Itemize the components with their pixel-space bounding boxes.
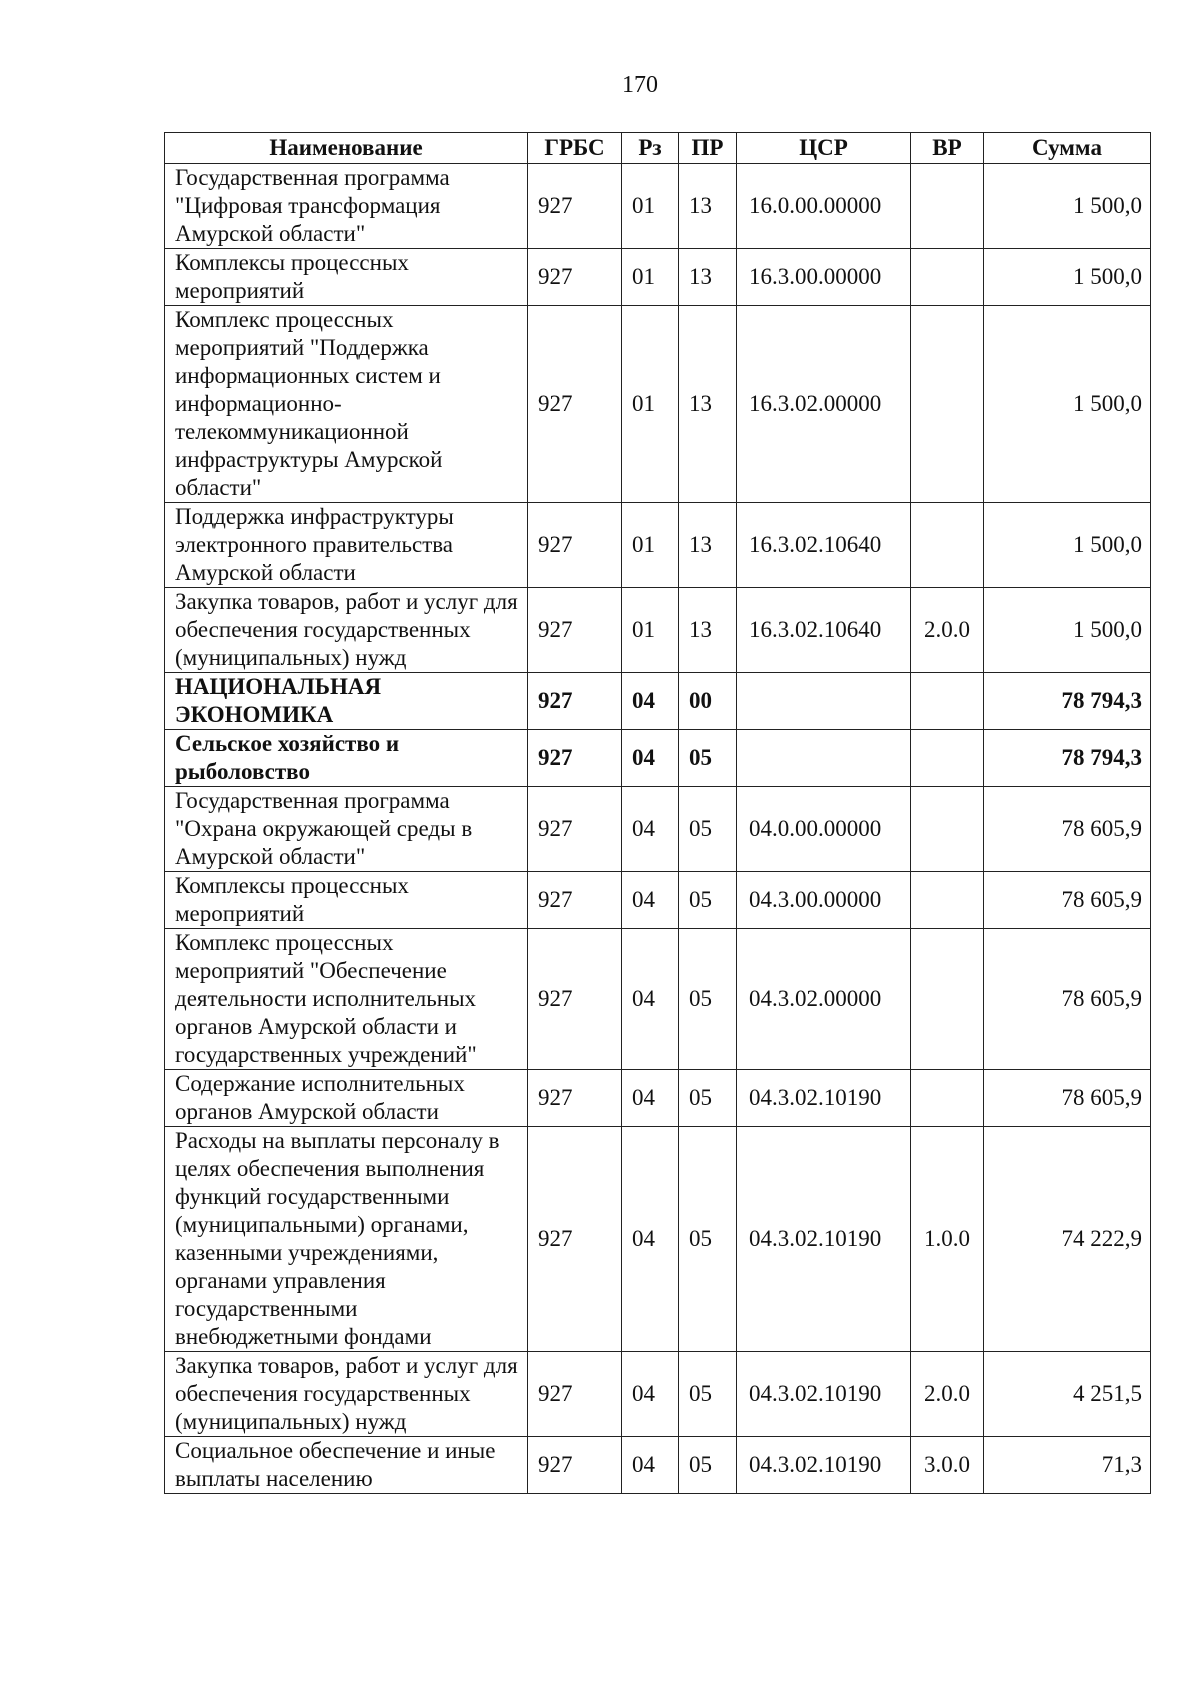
table-row xyxy=(165,1437,1151,1494)
row-csr xyxy=(737,730,911,787)
table-row xyxy=(165,872,1151,929)
row-sum: 78 605,9 xyxy=(984,872,1151,929)
row-vr xyxy=(911,503,984,588)
row-pr: 05 xyxy=(679,929,737,1070)
row-csr: 16.3.02.00000 xyxy=(737,306,911,503)
row-vr xyxy=(911,673,984,730)
row-rz: 01 xyxy=(622,503,679,588)
header-vr: ВР xyxy=(911,133,984,164)
row-rz: 04 xyxy=(622,872,679,929)
row-rz: 04 xyxy=(622,1127,679,1352)
row-grbs: 927 xyxy=(528,1437,622,1494)
row-csr: 16.0.00.00000 xyxy=(737,164,911,249)
row-sum: 78 605,9 xyxy=(984,1070,1151,1127)
row-sum: 71,3 xyxy=(984,1437,1151,1494)
row-vr: 3.0.0 xyxy=(911,1437,984,1494)
row-name: Комплекс процессных мероприятий "Поддержка информационных систем и информационно-телекоммуникационной инфраструктуры Амурской области" xyxy=(165,306,528,503)
row-sum: 1 500,0 xyxy=(984,306,1151,503)
row-name: Содержание исполнительных органов Амурской области xyxy=(165,1070,528,1127)
row-pr: 05 xyxy=(679,787,737,872)
table-row xyxy=(165,164,1151,249)
row-rz: 01 xyxy=(622,588,679,673)
row-sum: 78 605,9 xyxy=(984,787,1151,872)
row-rz: 01 xyxy=(622,306,679,503)
row-grbs: 927 xyxy=(528,306,622,503)
row-name: Закупка товаров, работ и услуг для обеспечения государственных (муниципальных) нужд xyxy=(165,588,528,673)
row-vr xyxy=(911,1070,984,1127)
row-rz: 04 xyxy=(622,673,679,730)
row-csr: 04.3.02.10190 xyxy=(737,1352,911,1437)
row-vr xyxy=(911,164,984,249)
row-pr: 05 xyxy=(679,872,737,929)
row-csr: 04.3.00.00000 xyxy=(737,872,911,929)
row-vr xyxy=(911,730,984,787)
header-grbs: ГРБС xyxy=(528,133,622,164)
row-csr xyxy=(737,673,911,730)
row-csr: 16.3.00.00000 xyxy=(737,249,911,306)
row-name: Комплексы процессных мероприятий xyxy=(165,872,528,929)
row-grbs: 927 xyxy=(528,164,622,249)
row-name: Сельское хозяйство и рыболовство xyxy=(165,730,528,787)
row-name: Поддержка инфраструктуры электронного правительства Амурской области xyxy=(165,503,528,588)
row-name: Социальное обеспечение и иные выплаты населению xyxy=(165,1437,528,1494)
row-name: Комплекс процессных мероприятий "Обеспечение деятельности исполнительных органов Амурской области и государственных учреждений" xyxy=(165,929,528,1070)
table-row-section xyxy=(165,673,1151,730)
row-rz: 01 xyxy=(622,249,679,306)
row-vr xyxy=(911,872,984,929)
row-csr: 16.3.02.10640 xyxy=(737,503,911,588)
row-name: Государственная программа "Охрана окружающей среды в Амурской области" xyxy=(165,787,528,872)
row-pr: 13 xyxy=(679,588,737,673)
table-row xyxy=(165,1070,1151,1127)
table-row xyxy=(165,929,1151,1070)
row-pr: 05 xyxy=(679,730,737,787)
row-name: Расходы на выплаты персоналу в целях обеспечения выполнения функций государственными (муниципальными) органами, казенными учреждениями, органами управления государственными внебюджетными фондами xyxy=(165,1127,528,1352)
budget-table xyxy=(164,132,1151,1494)
row-pr: 13 xyxy=(679,503,737,588)
row-vr xyxy=(911,306,984,503)
row-vr xyxy=(911,249,984,306)
row-sum: 1 500,0 xyxy=(984,249,1151,306)
row-sum: 78 794,3 xyxy=(984,673,1151,730)
row-rz: 01 xyxy=(622,164,679,249)
row-csr: 04.3.02.10190 xyxy=(737,1437,911,1494)
header-name: Наименование xyxy=(165,133,528,164)
row-grbs: 927 xyxy=(528,249,622,306)
row-sum: 78 794,3 xyxy=(984,730,1151,787)
row-pr: 13 xyxy=(679,249,737,306)
row-pr: 13 xyxy=(679,164,737,249)
row-pr: 05 xyxy=(679,1352,737,1437)
header-pr: ПР xyxy=(679,133,737,164)
row-name: Закупка товаров, работ и услуг для обеспечения государственных (муниципальных) нужд xyxy=(165,1352,528,1437)
table-row xyxy=(165,787,1151,872)
row-rz: 04 xyxy=(622,1437,679,1494)
row-pr: 05 xyxy=(679,1070,737,1127)
table-header-row xyxy=(165,133,1151,164)
row-rz: 04 xyxy=(622,1352,679,1437)
row-sum: 1 500,0 xyxy=(984,503,1151,588)
row-grbs: 927 xyxy=(528,1127,622,1352)
row-grbs: 927 xyxy=(528,787,622,872)
row-csr: 16.3.02.10640 xyxy=(737,588,911,673)
header-rz: Рз xyxy=(622,133,679,164)
row-pr: 00 xyxy=(679,673,737,730)
table-row xyxy=(165,588,1151,673)
row-csr: 04.3.02.10190 xyxy=(737,1127,911,1352)
row-rz: 04 xyxy=(622,787,679,872)
row-pr: 05 xyxy=(679,1127,737,1352)
row-csr: 04.3.02.10190 xyxy=(737,1070,911,1127)
table-row xyxy=(165,249,1151,306)
row-vr xyxy=(911,787,984,872)
row-grbs: 927 xyxy=(528,1352,622,1437)
row-vr: 1.0.0 xyxy=(911,1127,984,1352)
row-vr: 2.0.0 xyxy=(911,588,984,673)
row-sum: 78 605,9 xyxy=(984,929,1151,1070)
table-row xyxy=(165,306,1151,503)
row-grbs: 927 xyxy=(528,503,622,588)
row-grbs: 927 xyxy=(528,1070,622,1127)
row-pr: 05 xyxy=(679,1437,737,1494)
row-grbs: 927 xyxy=(528,929,622,1070)
row-grbs: 927 xyxy=(528,872,622,929)
table-row xyxy=(165,503,1151,588)
row-rz: 04 xyxy=(622,730,679,787)
row-csr: 04.0.00.00000 xyxy=(737,787,911,872)
row-pr: 13 xyxy=(679,306,737,503)
header-sum: Сумма xyxy=(984,133,1151,164)
table-row xyxy=(165,1127,1151,1352)
row-rz: 04 xyxy=(622,1070,679,1127)
row-grbs: 927 xyxy=(528,730,622,787)
page-number: 170 xyxy=(622,72,658,98)
row-name: Комплексы процессных мероприятий xyxy=(165,249,528,306)
row-name: Государственная программа "Цифровая трансформация Амурской области" xyxy=(165,164,528,249)
row-sum: 4 251,5 xyxy=(984,1352,1151,1437)
row-rz: 04 xyxy=(622,929,679,1070)
table-row xyxy=(165,1352,1151,1437)
row-grbs: 927 xyxy=(528,673,622,730)
row-grbs: 927 xyxy=(528,588,622,673)
header-csr: ЦСР xyxy=(737,133,911,164)
row-sum: 74 222,9 xyxy=(984,1127,1151,1352)
row-sum: 1 500,0 xyxy=(984,164,1151,249)
row-sum: 1 500,0 xyxy=(984,588,1151,673)
row-vr: 2.0.0 xyxy=(911,1352,984,1437)
row-vr xyxy=(911,929,984,1070)
table-row-section xyxy=(165,730,1151,787)
row-csr: 04.3.02.00000 xyxy=(737,929,911,1070)
row-name: НАЦИОНАЛЬНАЯ ЭКОНОМИКА xyxy=(165,673,528,730)
